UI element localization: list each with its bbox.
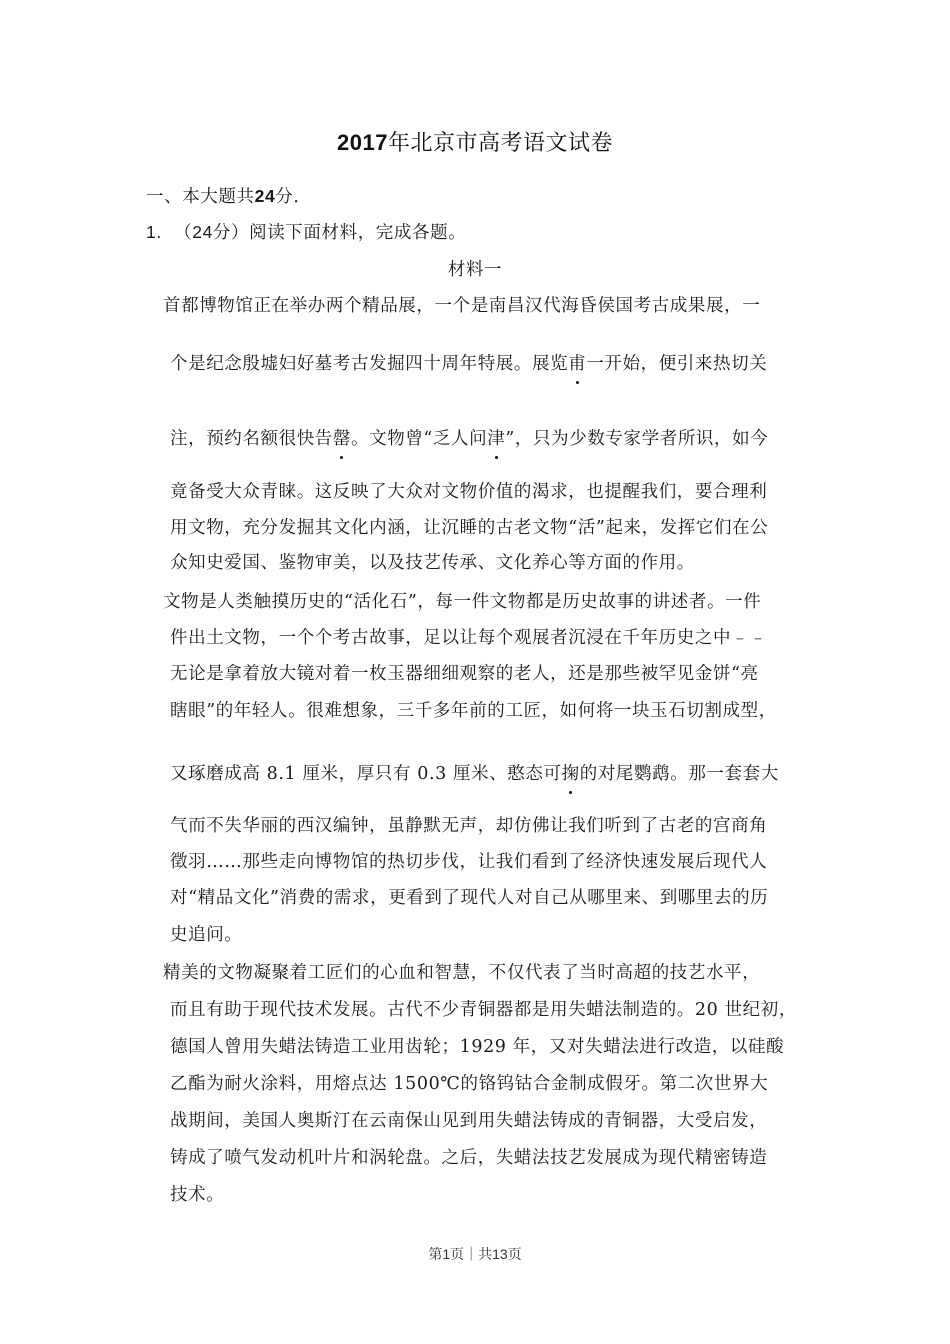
- total-pages-number: 13: [492, 1246, 508, 1262]
- page-footer: [0, 1244, 950, 1264]
- question-paren-open: （: [174, 223, 193, 243]
- paragraph-2-line-3: 无论是拿着放大镜对着一枚玉器细细观察的老人，还是那些被罕见金饼“亮: [170, 664, 759, 684]
- question-points: 24: [192, 222, 213, 242]
- paragraph-3-line-6: 铸成了喷气发动机叶片和涡轮盘。之后，失蜡法技艺发展成为现代精密铸造: [170, 1148, 768, 1168]
- text-segment: 注，预约名额很快告: [170, 429, 333, 449]
- paragraph-2-line-5: [170, 760, 779, 785]
- emphasized-char: 罄: [333, 425, 351, 450]
- paragraph-1-line-3: [170, 425, 768, 450]
- paragraph-1-line-6: 众知史爱国、鉴物审美，以及技艺传承、文化养心等方面的作用。: [170, 553, 695, 573]
- paragraph-2-line-9: 史追问。: [170, 925, 243, 945]
- footer-text: 页｜共: [450, 1247, 493, 1263]
- footer-text: 第: [428, 1247, 443, 1263]
- section-header: [146, 183, 311, 208]
- paragraph-3-line-1: 精美的文物凝聚着工匠们的心血和智慧，不仅代表了当时高超的技艺水平，: [163, 963, 761, 983]
- paragraph-2-line-8: 对“精品文化”消费的需求，更看到了现代人对自己从哪里来、到哪里去的历: [170, 888, 769, 908]
- paragraph-3-line-5: 战期间，美国人奥斯汀在云南保山见到用失蜡法铸成的青铜器，大受启发，: [170, 1111, 768, 1131]
- text-segment: 又琢磨成高 8.1 厘米，厚只有 0.3 厘米、憨态可: [170, 764, 562, 784]
- paragraph-1-line-2: [170, 350, 767, 375]
- paragraph-1-line-5: 用文物，充分发掘其文化内涵，让沉睡的古老文物“活”起来，发挥它们在公: [170, 518, 769, 538]
- title-text: 年北京市高考语文试卷: [387, 131, 613, 156]
- paragraph-3-line-2: 而且有助于现代技术发展。古代不少青铜器都是用失蜡法制造的。20 世纪初，: [170, 1000, 797, 1020]
- paragraph-2-line-7: 徵羽……那些走向博物馆的热切步伐，让我们看到了经济快速发展后现代人: [170, 852, 768, 872]
- paragraph-3-line-3: 德国人曾用失蜡法铸造工业用齿轮；1929 年，又对失蜡法进行改造，以硅酸: [170, 1037, 785, 1057]
- paragraph-2-line-2: 件出土文物，一个个考古故事，足以让每个观展者沉浸在千年历史之中﹣﹣: [170, 628, 768, 648]
- material-label: 材料一: [447, 260, 503, 280]
- footer-text: 页: [507, 1247, 522, 1263]
- text-segment: 。文物曾“乏人问: [351, 429, 488, 449]
- text-segment: 一开始，便引来热切关: [586, 354, 768, 374]
- question-instruction: 分）阅读下面材料，完成各题。: [212, 223, 467, 243]
- text-segment: 的对尾鹦鹉。那一套套大: [579, 764, 779, 784]
- page-title: [0, 126, 950, 157]
- paragraph-1-line-4: 竟备受大众青睐。这反映了大众对文物价值的渴求，也提醒我们，要合理利: [170, 482, 768, 502]
- emphasized-char: 津: [487, 425, 505, 450]
- paragraph-2-line-1: 文物是人类触摸历史的“活化石”，每一件文物都是历史故事的讲述者。一件: [163, 592, 762, 612]
- emphasized-char: 掬: [562, 760, 580, 785]
- paragraph-3-line-4: 乙酯为耐火涂料，用熔点达 1500℃的铬钨钴合金制成假牙。第二次世界大: [170, 1074, 769, 1094]
- section-header-suffix: 分．: [275, 187, 312, 207]
- question-1-prompt: [146, 219, 466, 244]
- section-header-prefix: 一、本大题共: [146, 187, 255, 207]
- paragraph-1-line-1: 首都博物馆正在举办两个精品展，一个是南昌汉代海昏侯国考古成果展，一: [163, 296, 761, 316]
- title-year: 2017: [337, 130, 388, 155]
- question-number: 1.: [146, 222, 162, 242]
- current-page-number: 1: [442, 1246, 451, 1262]
- paragraph-2-line-6: 气而不失华丽的西汉编钟，虽静默无声，却仿佛让我们听到了古老的宫商角: [170, 816, 768, 836]
- paragraph-3-line-7: 技术。: [170, 1185, 225, 1205]
- paragraph-2-line-4: 瞎眼”的年轻人。很难想象，三千多年前的工匠，如何将一块玉石切割成型，: [170, 701, 777, 721]
- emphasized-char: 甫: [568, 350, 586, 375]
- text-segment: 个是纪念殷墟妇好墓考古发掘四十周年特展。展览: [170, 354, 569, 374]
- section-points: 24: [254, 186, 276, 206]
- text-segment: ”，只为少数专家学者所识，如今: [505, 429, 769, 449]
